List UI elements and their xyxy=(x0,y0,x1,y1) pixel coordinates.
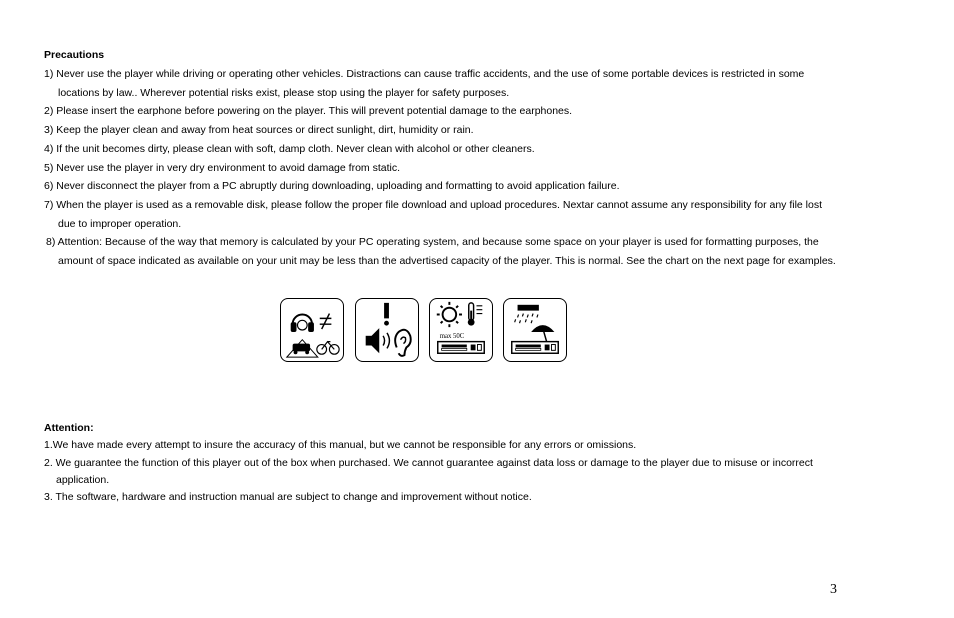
attention-line: application. xyxy=(56,474,110,486)
precaution-line: 7) When the player is used as a removable disk, please follow the proper file download and upload procedures. Nextar cannot assume any responsibility for any file lost xyxy=(44,199,823,211)
precautions-heading: Precautions xyxy=(44,49,105,61)
attention-line: 2. We guarantee the function of this player out of the box when purchased. We cannot guarantee against data loss or damage to the player due to misuse or incorrect xyxy=(44,457,813,469)
heat-max-temperature-icon xyxy=(429,298,493,362)
volume-warning-ear-icon xyxy=(355,298,419,362)
precaution-line: 2) Please insert the earphone before powering on the player. This will prevent potential damage to the earphones. xyxy=(44,105,573,117)
precaution-line: 4) If the unit becomes dirty, please clean with soft, damp cloth. Never clean with alcohol or other cleaners. xyxy=(44,143,535,155)
rain-umbrella-icon xyxy=(503,298,567,362)
attention-line: 3. The software, hardware and instruction manual are subject to change and improvement without notice. xyxy=(44,491,532,503)
precaution-line: locations by law.. Wherever potential risks exist, please stop using the player for safety purposes. xyxy=(58,87,510,99)
precaution-line: amount of space indicated as available on your unit may be less than the advertised capacity of the player. This is normal. See the chart on the next page for examples. xyxy=(58,255,836,267)
page-number: 3 xyxy=(830,582,837,597)
precaution-line: 3) Keep the player clean and away from heat sources or direct sunlight, dirt, humidity or rain. xyxy=(44,124,474,136)
attention-heading: Attention: xyxy=(44,422,94,434)
precaution-line: 6) Never disconnect the player from a PC abruptly during downloading, uploading and formatting to avoid application failure. xyxy=(44,180,620,192)
headphones-no-driving-icon xyxy=(280,298,344,362)
max-temperature-label: max 50C xyxy=(439,332,465,340)
precaution-line: 1) Never use the player while driving or operating other vehicles. Distractions can cause traffic accidents, and the use of some portable devices is restricted in some xyxy=(44,68,805,80)
precaution-line: due to improper operation. xyxy=(58,218,182,230)
precaution-line: 8) Attention: Because of the way that memory is calculated by your PC operating system, and because some space on your player is used for formatting purposes, the xyxy=(46,236,819,248)
attention-line: 1.We have made every attempt to insure the accuracy of this manual, but we cannot be responsible for any errors or omissions. xyxy=(44,439,637,451)
precaution-line: 5) Never use the player in very dry environment to avoid damage from static. xyxy=(44,162,400,174)
